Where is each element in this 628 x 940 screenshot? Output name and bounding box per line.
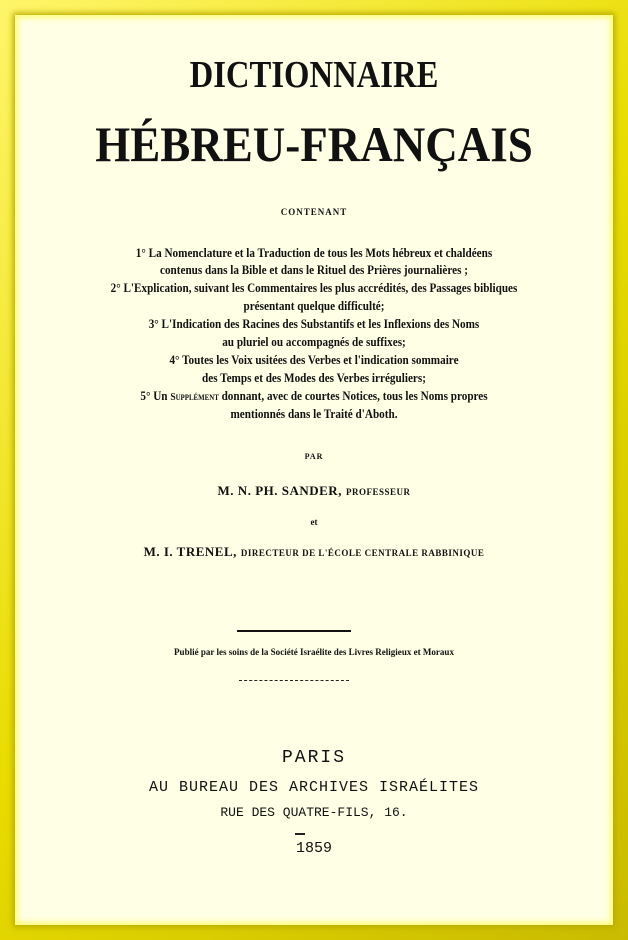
author-2-name: M. I. TRENEL, xyxy=(143,544,237,559)
imprint-city: PARIS xyxy=(281,748,346,768)
contents-line: 4° Toutes les Voix usitées des Verbes et l'indication sommaire xyxy=(169,352,459,367)
dashed-divider xyxy=(239,680,349,681)
contents-line: contenus dans la Bible et dans le Rituel des Prières journalières ; xyxy=(160,262,468,277)
imprint-street: RUE DES QUATRE-FILS, 16. xyxy=(220,805,408,820)
contenant-label: CONTENANT xyxy=(280,207,348,217)
contents-smallcaps: Supplément xyxy=(170,391,219,403)
contents-line xyxy=(57,388,571,404)
author-2 xyxy=(15,543,613,561)
contents-line: mentionnés dans le Traité d'Aboth. xyxy=(230,406,398,421)
imprint-year: 1859 xyxy=(295,840,332,857)
author-1-name: M. N. PH. SANDER, xyxy=(217,483,342,498)
contents-line: 3° L'Indication des Racines des Substantifs et les Inflexions des Noms xyxy=(148,316,480,331)
title-line-2: HÉBREU-FRANÇAIS xyxy=(95,116,533,172)
short-dash xyxy=(295,833,305,835)
title-line-1: DICTIONNAIRE xyxy=(189,54,439,96)
author-1 xyxy=(15,482,613,500)
publisher-note: Publié par les soins de la Société Israélite des Livres Religieux et Moraux xyxy=(174,648,454,658)
contents-line: au pluriel ou accompagnés de suffixes; xyxy=(222,334,406,349)
divider-rule xyxy=(237,630,351,632)
et-label: et xyxy=(310,517,318,527)
contents-line: 2° L'Explication, suivant les Commentaires les plus accrédités, des Passages bibliques xyxy=(110,280,518,295)
contents-line: 1° La Nomenclature et la Traduction de tous les Mots hébreux et chaldéens xyxy=(135,245,493,260)
par-label: PAR xyxy=(304,452,324,461)
title-page xyxy=(15,15,613,925)
contents-line: des Temps et des Modes des Verbes irréguliers; xyxy=(202,370,426,385)
author-1-role: PROFESSEUR xyxy=(345,487,411,497)
contents-suffix: donnant, avec de courtes Notices, tous les Noms propres xyxy=(218,388,488,403)
contents-line: présentant quelque difficulté; xyxy=(243,298,385,313)
contents-prefix: 5° Un xyxy=(140,388,171,403)
author-2-role: DIRECTEUR DE L'ÉCOLE CENTRALE RABBINIQUE xyxy=(240,548,485,558)
imprint-bureau: AU BUREAU DES ARCHIVES ISRAÉLITES xyxy=(148,779,480,796)
